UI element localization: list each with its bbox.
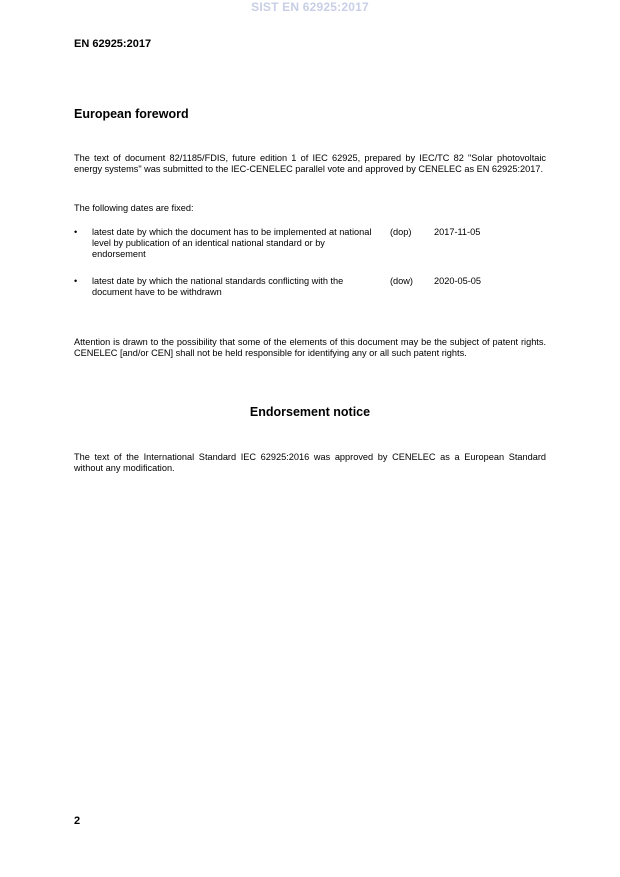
date-item-date: 2017-11-05 <box>434 227 481 237</box>
date-item-text: latest date by which the national standards conflicting with the document have to be withdrawn <box>92 276 344 298</box>
patent-attention-paragraph: Attention is drawn to the possibility that some of the elements of this document may be the subject of patent rights. CENELEC [and/or CEN] shall not be held responsible for identifying any or all such patent rights. <box>74 337 546 359</box>
watermark: SIST EN 62925:2017 <box>251 0 369 14</box>
endorsement-heading: Endorsement notice <box>249 405 371 419</box>
date-item-date: 2020-05-05 <box>434 276 481 286</box>
date-item-dop <box>74 227 546 263</box>
date-item-code: (dop) <box>390 227 412 237</box>
date-item-code: (dow) <box>390 276 413 286</box>
document-code-header: EN 62925:2017 <box>74 38 152 50</box>
foreword-heading: European foreword <box>74 107 189 121</box>
dates-intro-paragraph: The following dates are fixed: <box>74 203 194 213</box>
bullet-icon: • <box>74 276 78 286</box>
date-item-text: latest date by which the document has to be implemented at national level by publication of an identical national standard or by endorsement <box>92 227 372 260</box>
endorsement-paragraph: The text of the International Standard IEC 62925:2016 was approved by CENELEC as a European Standard without any modification. <box>74 452 546 474</box>
bullet-icon: • <box>74 227 78 237</box>
page-number: 2 <box>74 815 81 827</box>
date-item-dow <box>74 276 546 300</box>
foreword-intro-paragraph: The text of document 82/1185/FDIS, future edition 1 of IEC 62925, prepared by IEC/TC 82 "Solar photovoltaic energy systems" was submitted to the IEC-CENELEC parallel vote and approved by CENELEC as EN 62925:2017. <box>74 153 546 175</box>
